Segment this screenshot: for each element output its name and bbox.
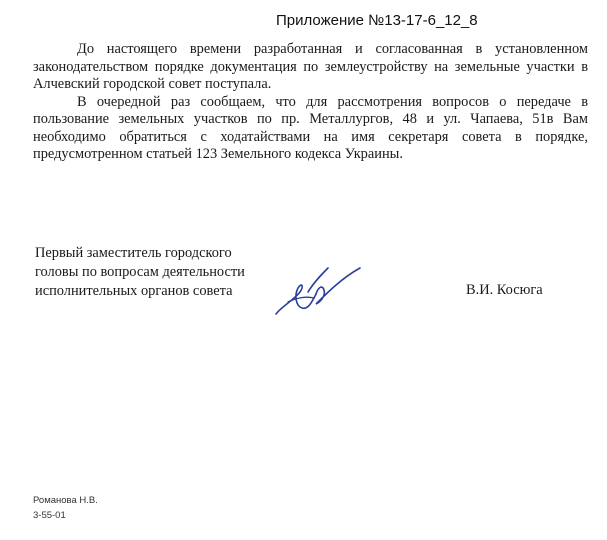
signer-name: В.И. Косюга xyxy=(466,282,543,298)
signer-position-line-2: головы по вопросам деятельности xyxy=(35,264,245,280)
paragraph-2: В очередной раз сообщаем, что для рассмотрения вопросов о передаче в пользование земельных участков по пр. Металлургов, 48 и ул. Чапаева, 51в Вам необходимо обратиться с ходатайствами на имя секретаря совета в порядке, предусмотренном статьей 123 Земельного кодекса Украины. xyxy=(33,93,588,162)
signer-position-line-1: Первый заместитель городского xyxy=(35,245,232,261)
signer-position xyxy=(35,244,245,301)
executor-phone: 3-55-01 xyxy=(33,510,66,521)
signer-position-line-3: исполнительных органов совета xyxy=(35,283,233,299)
letter-body xyxy=(33,41,588,164)
executor-info xyxy=(33,493,98,523)
executor-name: Романова Н.В. xyxy=(33,495,98,506)
signature-stroke xyxy=(308,268,360,304)
handwritten-signature xyxy=(272,262,364,320)
paragraph-1: До настоящего времени разработанная и согласованная в установленном законодательством порядке документация по землеустройству на земельные участки в Алчевский городской совет поступала. xyxy=(33,41,588,92)
signature-stroke xyxy=(288,297,314,302)
document-reference-number: Приложение №13-17-6_12_8 xyxy=(276,12,478,29)
